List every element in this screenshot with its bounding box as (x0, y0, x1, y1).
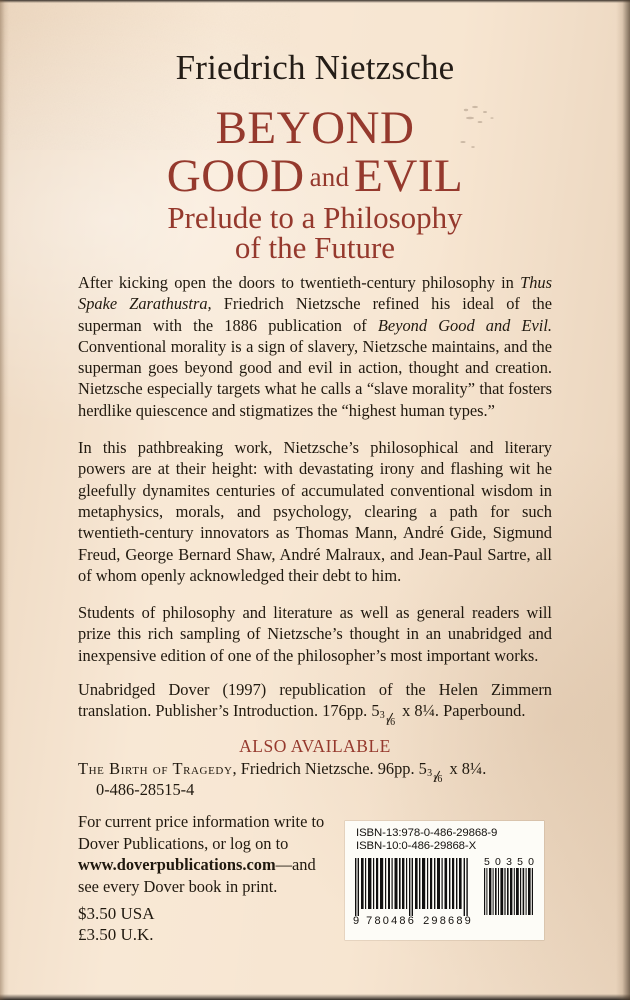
pub-note-text-before-trim-size: Unabridged Dover (1997) republication of the Helen Zimmern translation. Publisher’s Introduction. 176pp. 5 (78, 680, 552, 721)
ean13-barcode (355, 858, 469, 916)
also-fraction-denominator: 16 (432, 774, 443, 786)
price-info-line-3-tail: —and (275, 855, 316, 874)
price-info-line-2: to Dover Publications, or log on to (78, 812, 325, 853)
also-available-title-line (78, 758, 552, 786)
also-available-details-after-size: x 8¼. (445, 759, 487, 778)
also-available-book-title: The Birth of Tragedy (78, 759, 233, 778)
author-name: Friedrich Nietzsche (175, 48, 455, 87)
title-word-good: GOOD (166, 150, 305, 202)
blurb-paragraph-2: In this pathbreaking work, Nietzsche’s philosophical and literary powers are at their height: with devastating irony and flashing wit he gleefully dynamites centuries of accumulated conventional wisdom in metaphysics, morals, and psychology, clearing a path for such twentieth-century innovators as Thomas Mann, André Gide, Sigmund Freud, George Bernard Shaw, André Malraux, and Jean-Paul Sartre, all of whom openly acknowledged their debt to him. (78, 438, 552, 585)
blurb-paragraph-1 (78, 272, 552, 421)
price-information-block (78, 811, 338, 897)
pub-note-text-after-trim-size: x 8¼. Paperbound. (398, 701, 526, 721)
price-block (78, 903, 155, 945)
dover-website-link[interactable]: www.doverpublications.com (78, 855, 276, 874)
blurb-p1-segment-2: Friedrich Nietzsche refined his ideal of the superman with the 1886 publication of (78, 294, 552, 335)
blurb-text (78, 272, 552, 666)
blurb-p1-segment-3: Conventional morality is a sign of slavery, Nietzsche maintains, and the superman goes beyond good and evil in action, thought and creation. Nietzsche especially targets what he calls a “slave morality” that fosters herdlike quiescence and stigmatizes the “highest human types.” (78, 336, 552, 420)
price-info-line-4: see every Dover book in print. (78, 876, 278, 896)
addon-digit-4: 0 (528, 856, 534, 868)
fraction-numerator: 3 (379, 710, 385, 722)
price-info-line-1: For current price information write (78, 812, 308, 831)
barcode-left-group: 780486 (366, 915, 417, 927)
ean5-addon-barcode (484, 868, 534, 915)
blurb-p1-segment-1: After kicking open the doors to twentieth-century philosophy in (78, 273, 521, 292)
addon-digit-2: 3 (506, 856, 512, 868)
subtitle-line-1: Prelude to a Philosophy (167, 200, 463, 235)
isbn-13: ISBN-13:978-0-486-29868-9 (356, 827, 498, 839)
title-word-evil: EVIL (354, 150, 464, 202)
also-available-heading: ALSO AVAILABLE (239, 736, 391, 756)
barcode-human-readable-digits (353, 915, 473, 927)
publication-note (78, 679, 552, 728)
blurb-p1-italic-beyond-good-and-evil: Beyond Good and Evil. (377, 315, 552, 335)
title-line-beyond: BEYOND (215, 102, 415, 154)
title-word-and: and (309, 162, 350, 192)
also-fraction-numerator: 3 (427, 767, 433, 779)
title-line-good-and-evil (0, 151, 630, 207)
barcode-addon-digits (484, 857, 534, 868)
isbn-lines (356, 827, 497, 854)
barcode-right-group: 298689 (423, 915, 473, 927)
subtitle-line-2: of the Future (234, 230, 396, 265)
also-available-isbn: 0-486-28515-4 (96, 780, 195, 799)
addon-digit-3: 5 (517, 856, 523, 868)
barcode-leading-digit: 9 (353, 915, 360, 927)
fraction-denominator: 16 (385, 716, 396, 728)
also-available-details-before-size: , Friedrich Nietzsche. 96pp. 5 (232, 759, 427, 778)
price-uk: £3.50 U.K. (78, 925, 154, 944)
addon-digit-0: 5 (484, 856, 490, 868)
barcode-panel (345, 821, 544, 940)
blurb-p1-italic-zarathustra: Thus Spake Zarathustra, (78, 273, 552, 314)
addon-digit-1: 0 (495, 856, 501, 868)
price-usa: $3.50 USA (78, 904, 155, 923)
isbn-10: ISBN-10:0-486-29868-X (356, 840, 477, 853)
blurb-paragraph-3: Students of philosophy and literature as well as general readers will prize this rich sampling of Nietzsche’s thought in an unabridged and inexpensive edition of one of the philosopher’s most important works. (78, 603, 552, 665)
